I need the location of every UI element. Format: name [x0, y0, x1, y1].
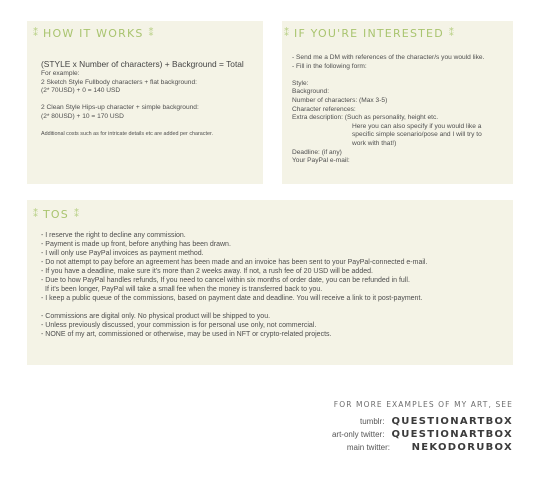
- form-line: Character references:: [292, 105, 356, 113]
- art-twitter-handle[interactable]: QUESTIONARTBOX: [391, 429, 513, 440]
- tos-rule: If it's been longer, PayPal will take a small fee when the money is transferred back to you.: [45, 286, 323, 293]
- tumblr-handle[interactable]: QUESTIONARTBOX: [391, 416, 513, 427]
- form-line: Background:: [292, 88, 330, 96]
- if-interested-heading: ⁑ IF YOU'RE INTERESTED ⁑: [284, 27, 454, 40]
- link-label: main twitter:: [346, 443, 390, 452]
- if-interested-body: [292, 54, 484, 166]
- sparkle-icon: ⁑: [33, 28, 38, 39]
- tos-rule: - Commissions are digital only. No physical product will be shipped to you.: [41, 313, 271, 320]
- form-line: Style:: [292, 79, 309, 87]
- form-line: specific simple scenario/pose and I will try to: [352, 131, 482, 139]
- link-label: tumblr:: [359, 417, 385, 426]
- tos-rule: - I keep a public queue of the commissions, based on payment date and deadline. You will receive a link to it post-payment.: [41, 295, 423, 302]
- text-line: - Send me a DM with references of the character/s you would like.: [292, 54, 485, 61]
- tos-rule: - If you have a deadline, make sure it's more than 2 weeks away. If not, a rush fee of 20 USD will be added.: [41, 268, 373, 275]
- tos-body: [41, 231, 427, 339]
- how-it-works-panel: [27, 21, 263, 184]
- text-line: For example:: [41, 70, 80, 77]
- if-interested-panel: [282, 21, 513, 184]
- tumblr-link-row: [332, 416, 513, 429]
- tos-rule: - Due to how PayPal handles refunds, If you need to cancel within six months of order date, you can be refunded in full.: [41, 277, 410, 284]
- sparkle-icon: ⁑: [148, 28, 154, 39]
- text-line: (2* 80USD) + 10 = 170 USD: [41, 112, 124, 120]
- more-examples-section: [332, 400, 513, 455]
- link-label: art-only twitter:: [331, 430, 385, 439]
- form-line: Your PayPal e-mail:: [292, 157, 350, 165]
- tos-rule: - I reserve the right to decline any commission.: [41, 232, 186, 239]
- how-it-works-heading: ⁑ HOW IT WORKS ⁑: [33, 27, 154, 40]
- additional-costs-note: Additional costs such as for intricate details etc are added per character.: [41, 131, 213, 138]
- main-twitter-handle[interactable]: NEKODORUBOX: [411, 442, 513, 453]
- form-line: Here you can also specify if you would like a: [352, 122, 482, 130]
- sparkle-icon: ⁑: [284, 28, 289, 39]
- sparkle-icon: ⁑: [448, 28, 454, 39]
- tos-rule: - I will only use PayPal invoices as payment method.: [41, 250, 204, 257]
- sparkle-icon: ⁑: [33, 209, 38, 220]
- sparkle-icon: ⁑: [73, 209, 79, 220]
- tos-rule: - Do not attempt to pay before an agreement has been made and an invoice has been sent to your PayPal-connected e-mail.: [41, 259, 428, 266]
- text-line: (2* 70USD) + 0 = 140 USD: [41, 87, 121, 95]
- form-line: work with that!): [352, 139, 397, 147]
- pricing-formula: (STYLE x Number of characters) + Background = Total: [41, 59, 244, 69]
- text-line: 2 Sketch Style Fullbody characters + flat background:: [41, 78, 197, 86]
- form-line: Extra description: (Such as personality, height etc.: [292, 114, 439, 122]
- tos-panel: [27, 200, 513, 365]
- tos-rule: - Unless previously discussed, your commission is for personal use only, not commercial.: [41, 322, 317, 329]
- text-line: - Fill in the following form:: [292, 62, 367, 70]
- more-examples-header: FOR MORE EXAMPLES OF MY ART, SEE: [333, 400, 513, 409]
- tos-rule: - NONE of my art, commissioned or otherwise, may be used in NFT or crypto-related projects.: [41, 331, 332, 338]
- main-twitter-link-row: [332, 442, 513, 455]
- tos-rule: - Payment is made up front, before anything has been drawn.: [41, 241, 231, 248]
- text-line: 2 Clean Style Hips-up character + simple background:: [41, 104, 199, 112]
- art-twitter-link-row: [332, 429, 513, 442]
- form-line: Number of characters: (Max 3-5): [292, 96, 388, 104]
- how-it-works-body: [41, 59, 244, 139]
- tos-heading: ⁑ TOS ⁑: [33, 208, 79, 221]
- form-line: Deadline: (if any): [292, 148, 342, 156]
